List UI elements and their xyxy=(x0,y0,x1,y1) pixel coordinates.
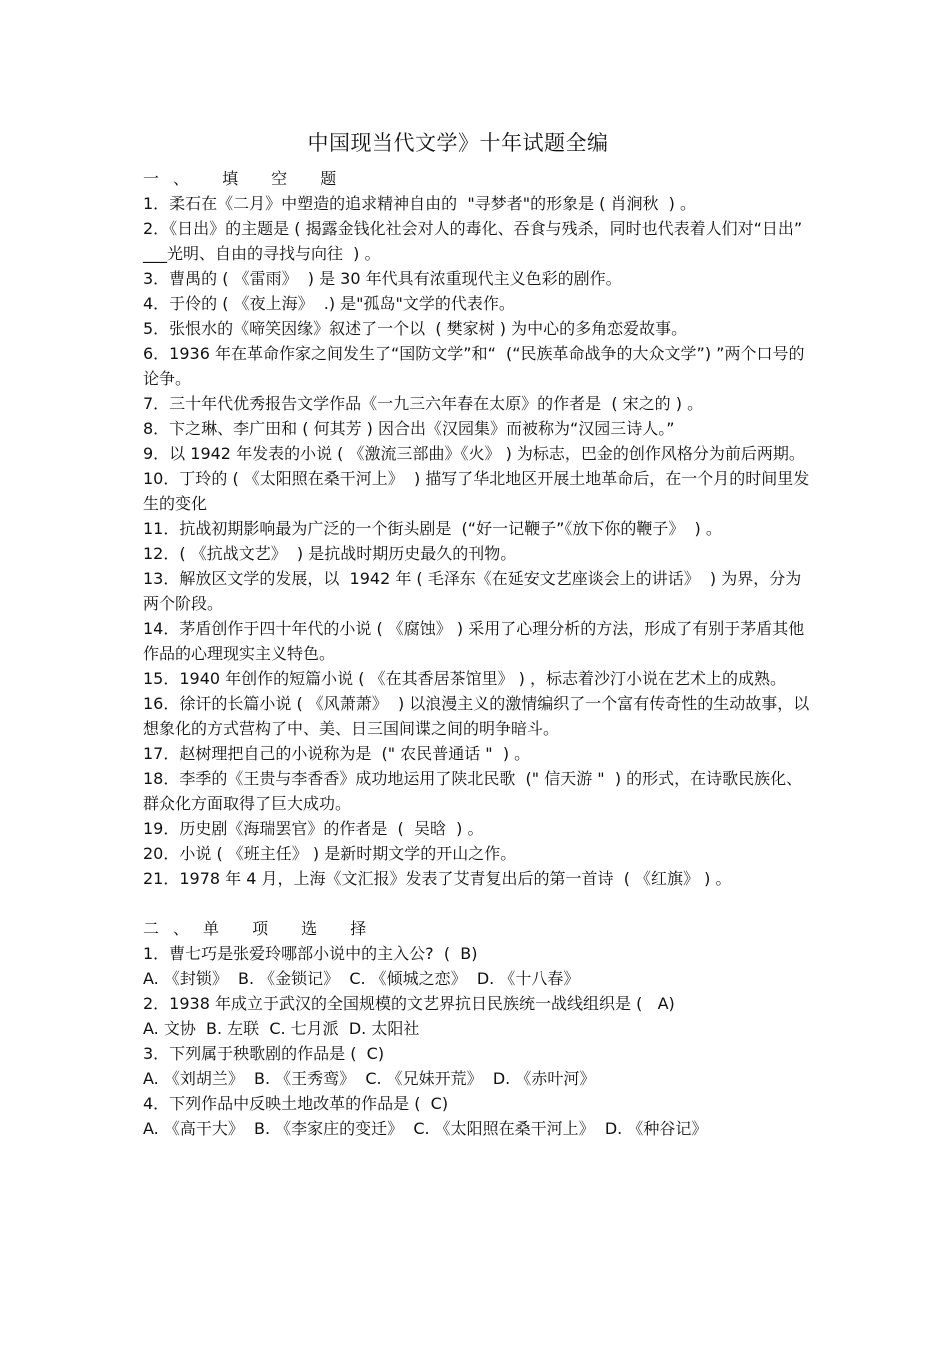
fill-blank-question: 3．曹禺的 ( 《雷雨》 ) 是 30 年代具有浓重现代主义色彩的剧作。 xyxy=(143,269,622,288)
choice-options: A. 《刘胡兰》 B. 《王秀鸾》 C. 《兄妹开荒》 D. 《赤叶河》 xyxy=(143,1069,596,1088)
fill-blank-question: 16．徐讦的长篇小说 ( 《风萧萧》 ) 以浪漫主义的激情编织了一个富有传奇性的生动故事，以想象化的方式营构了中、美、日三国间谍之间的明争暗斗。 xyxy=(143,694,810,738)
fill-blank-question-list xyxy=(143,191,811,891)
document-title: 中国现当代文学》十年试题全编 xyxy=(307,131,609,155)
fill-blank-question: 18．李季的《王贵与李香香》成功地运用了陕北民歌 (" 信天游 " ) 的形式，在诗歌民族化、群众化方面取得了巨大成功。 xyxy=(143,769,803,813)
fill-blank-question: 15．1940 年创作的短篇小说 ( 《在其香居茶馆里》 ) ，标志着沙汀小说在艺术上的成熟。 xyxy=(143,669,786,688)
fill-blank-question: 9．以 1942 年发表的小说 ( 《激流三部曲》《火》 ) 为标志，巴金的创作风格分为前后两期。 xyxy=(143,444,805,463)
fill-blank-question: 8．卞之琳、李广田和 ( 何其芳 ) 因合出《汉园集》而被称为“汉园三诗人。” xyxy=(143,419,675,438)
choice-question: 3．下列属于秧歌剧的作品是 ( C) xyxy=(143,1044,385,1063)
fill-blank-question: 21．1978 年 4 月，上海《文汇报》发表了艾青复出后的第一首诗 ( 《红旗》 ) 。 xyxy=(143,869,732,888)
fill-blank-question: 1．柔石在《二月》中塑造的追求精神自由的 "寻梦者"的形象是 ( 肖涧秋 ) 。 xyxy=(143,194,696,213)
choice-question: 2．1938 年成立于武汉的全国规模的文艺界抗日民族统一战线组织是 ( A) xyxy=(143,994,675,1013)
fill-blank-question: 2．《日出》的主题是 ( 揭露金钱化社会对人的毒化、吞食与残杀，同时也代表着人们对“日出” ___光明、自由的寻找与向往 ) 。 xyxy=(143,219,813,263)
fill-blank-question: 14．茅盾创作于四十年代的小说 ( 《腐蚀》 ) 采用了心理分析的方法，形成了有别于茅盾其他作品的心理现实主义特色。 xyxy=(143,619,805,663)
choice-options: A. 文协 B. 左联 C. 七月派 D. 太阳社 xyxy=(143,1019,420,1038)
single-choice-question-list xyxy=(143,941,811,1141)
fill-blank-question: 10．丁玲的 ( 《太阳照在桑干河上》 ) 描写了华北地区开展土地革命后，在一个月的时间里发生的变化 xyxy=(143,469,810,513)
choice-question: 4．下列作品中反映土地改革的作品是 ( C) xyxy=(143,1094,449,1113)
choice-options: A. 《封锁》 B. 《金锁记》 C. 《倾城之恋》 D. 《十八春》 xyxy=(143,969,580,988)
fill-blank-question: 11．抗战初期影响最为广泛的一个街头剧是 (“好一记鞭子”《放下你的鞭子》 ) 。 xyxy=(143,519,722,538)
section-spacer xyxy=(143,891,811,916)
choice-question: 1．曹七巧是张爱玲哪部小说中的主入公? ( B) xyxy=(143,944,478,963)
fill-blank-question: 19．历史剧《海瑞罢官》的作者是 ( 吴晗 ) 。 xyxy=(143,819,484,838)
section-heading-single-choice: 二、单 项 选 择 xyxy=(143,919,381,938)
fill-blank-question: 17．赵树理把自己的小说称为是 (" 农民普通话 " ) 。 xyxy=(143,744,531,763)
fill-blank-question: 4．于伶的 ( 《夜上海》 .) 是"孤岛"文学的代表作。 xyxy=(143,294,515,313)
section-heading-fill-blank: 一、 填 空 题 xyxy=(143,169,351,188)
document-body xyxy=(143,166,811,1141)
fill-blank-question: 20．小说 ( 《班主任》 ) 是新时期文学的开山之作。 xyxy=(143,844,517,863)
fill-blank-question: 5．张恨水的《啼笑因缘》叙述了一个以 ( 樊家树 ) 为中心的多角恋爱故事。 xyxy=(143,319,688,338)
fill-blank-question: 7．三十年代优秀报告文学作品《一九三六年春在太原》的作者是 ( 宋之的 ) 。 xyxy=(143,394,704,413)
fill-blank-question: 13．解放区文学的发展，以 1942 年 ( 毛泽东《在延安文艺座谈会上的讲话》 ) 为界，分为两个阶段。 xyxy=(143,569,802,613)
choice-options: A. 《高干大》 B. 《李家庄的变迁》 C. 《太阳照在桑干河上》 D. 《种谷记》 xyxy=(143,1119,708,1138)
fill-blank-question: 12．( 《抗战文艺》 ) 是抗战时期历史最久的刊物。 xyxy=(143,544,517,563)
fill-blank-question: 6．1936 年在革命作家之间发生了“国防文学”和“ (“民族革命战争的大众文学”) ”两个口号的论争。 xyxy=(143,344,805,388)
